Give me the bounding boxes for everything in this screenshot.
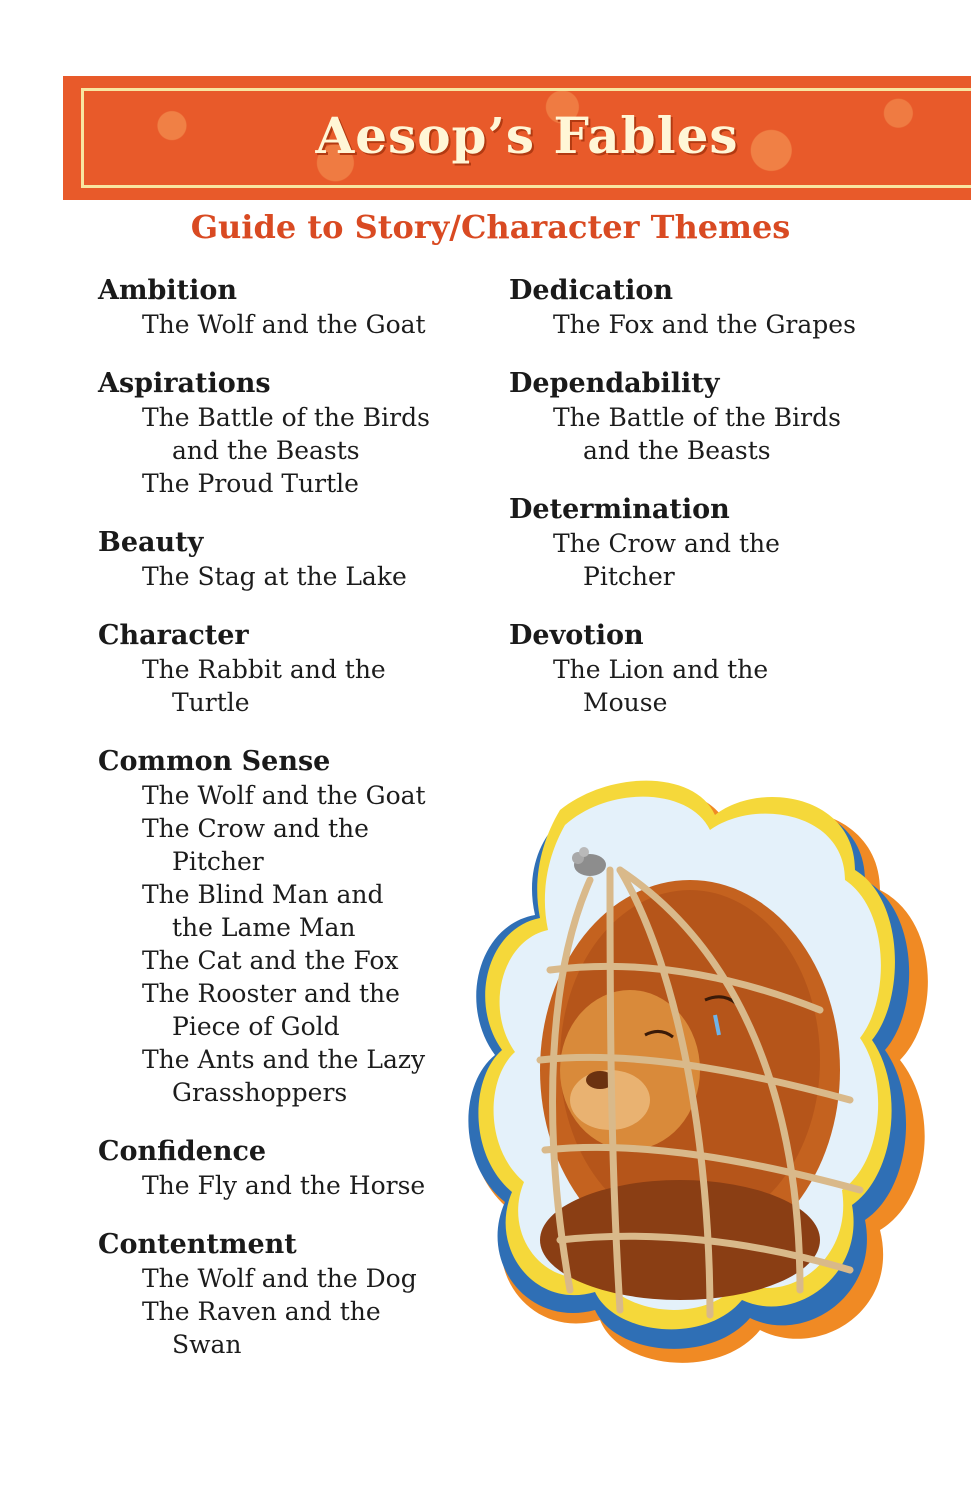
story-title: The Ants and the Lazy Grasshoppers	[142, 1045, 426, 1107]
theme-heading: Determination	[509, 494, 730, 525]
story-title: The Blind Man and the Lame Man	[142, 880, 384, 942]
title-banner	[63, 76, 971, 200]
theme-entry	[509, 493, 909, 593]
story-title: The Wolf and the Dog	[142, 1264, 417, 1293]
theme-column-right	[509, 274, 909, 745]
story-title: The Wolf and the Goat	[142, 781, 426, 810]
theme-heading: Character	[98, 620, 249, 651]
story-title: The Fox and the Grapes	[553, 310, 856, 339]
theme-entry	[98, 1135, 478, 1202]
theme-heading: Beauty	[98, 527, 204, 558]
story-title: The Crow and the Pitcher	[553, 529, 780, 591]
story-title: The Wolf and the Goat	[142, 310, 426, 339]
story-title: The Lion and the Mouse	[553, 655, 769, 717]
theme-heading: Aspirations	[98, 368, 271, 399]
page-subtitle: Guide to Story/Character Themes	[190, 208, 791, 246]
theme-heading: Dedication	[509, 275, 674, 306]
story-title: The Stag at the Lake	[142, 562, 407, 591]
theme-entry	[509, 274, 909, 341]
theme-column-left	[98, 274, 478, 1387]
theme-entry	[98, 745, 478, 1109]
theme-entry	[509, 367, 909, 467]
theme-heading: Confidence	[98, 1136, 267, 1167]
theme-heading: Ambition	[98, 275, 238, 306]
story-title: The Crow and the Pitcher	[142, 814, 369, 876]
theme-entry	[98, 526, 478, 593]
theme-entry	[98, 274, 478, 341]
theme-heading: Devotion	[509, 620, 644, 651]
story-title: The Rooster and the Piece of Gold	[142, 979, 400, 1041]
theme-heading: Contentment	[98, 1229, 297, 1260]
story-title: The Battle of the Birds and the Beasts	[553, 403, 841, 465]
theme-entry	[98, 1228, 478, 1361]
story-title: The Battle of the Birds and the Beasts	[142, 403, 430, 465]
theme-heading: Dependability	[509, 368, 720, 399]
story-title: The Raven and the Swan	[142, 1297, 381, 1359]
story-title: The Rabbit and the Turtle	[142, 655, 386, 717]
theme-entry	[98, 367, 478, 500]
theme-entry	[98, 619, 478, 719]
page-title: Aesop’s Fables	[315, 106, 739, 165]
story-title: The Cat and the Fox	[142, 946, 399, 975]
theme-entry	[509, 619, 909, 719]
lion-in-net-illustration	[460, 770, 940, 1370]
theme-heading: Common Sense	[98, 746, 331, 777]
story-title: The Proud Turtle	[142, 469, 359, 498]
story-title: The Fly and the Horse	[142, 1171, 426, 1200]
